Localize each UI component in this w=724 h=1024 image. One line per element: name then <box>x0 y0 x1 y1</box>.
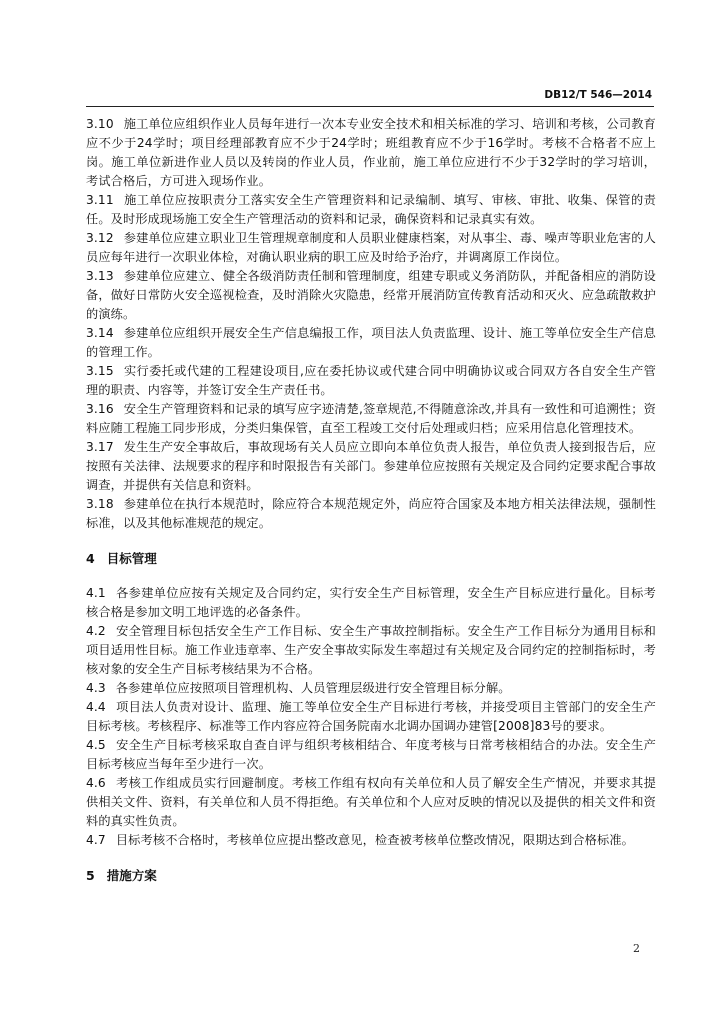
clause-paragraph <box>86 831 656 850</box>
clause-number: 4.1 <box>86 586 106 600</box>
clause-number: 3.14 <box>86 326 114 340</box>
clause-text: 发生生产安全事故后，事故现场有关人员应立即向本单位负责人报告，单位负责人接到报告后，应按照有关法律、法规要求的程序和时限报告有关部门。参建单位应按照有关规定及合同约定要求配合事故调查，并提供有关信息和资料。 <box>86 440 656 492</box>
clause-number: 3.16 <box>86 402 114 416</box>
clause-number: 3.11 <box>86 193 114 207</box>
clause-text: 安全生产管理资料和记录的填写应字迹清楚,签章规范,不得随意涂改,并具有一致性和可追溯性；资料应随工程施工同步形成，分类归集保管，直至工程竣工交付后处理或归档；应采用信息化管理技术。 <box>86 402 656 435</box>
clause-paragraph <box>86 191 656 229</box>
clause-paragraph <box>86 698 656 736</box>
clause-number: 4.3 <box>86 681 106 695</box>
document-body <box>86 115 656 901</box>
clause-number: 3.10 <box>86 117 114 131</box>
clause-text: 各参建单位应按照项目管理机构、人员管理层级进行安全管理目标分解。 <box>115 681 511 695</box>
section-number: 4 <box>86 551 95 566</box>
clause-number: 3.15 <box>86 364 114 378</box>
clause-number: 3.12 <box>86 231 114 245</box>
clause-text: 参建单位在执行本规范时，除应符合本规范规定外，尚应符合国家及本地方相关法律法规，强制性标准，以及其他标准规范的规定。 <box>86 497 656 530</box>
section-title: 目标管理 <box>106 551 157 566</box>
clause-number: 3.17 <box>86 440 114 454</box>
clause-text: 参建单位应组织开展安全生产信息编报工作，项目法人负责监理、设计、施工等单位安全生产信息的管理工作。 <box>86 326 656 359</box>
clause-text: 实行委托或代建的工程建设项目,应在委托协议或代建合同中明确协议或合同双方各自安全生产管理的职责、内容等，并签订安全生产责任书。 <box>86 364 656 397</box>
clause-paragraph <box>86 115 656 191</box>
clause-paragraph <box>86 679 656 698</box>
clause-text: 目标考核不合格时，考核单位应提出整改意见，检查被考核单位整改情况，限期达到合格标准。 <box>115 833 635 847</box>
clause-paragraph <box>86 362 656 400</box>
clause-text: 参建单位应建立、健全各级消防责任制和管理制度，组建专职或义务消防队，并配备相应的消防设备，做好日常防火安全巡视检查，及时消除火灾隐患，经常开展消防宣传教育活动和灭火、应急疏散救护的演练。 <box>86 269 656 321</box>
clause-paragraph <box>86 400 656 438</box>
clause-paragraph <box>86 774 656 831</box>
clause-paragraph <box>86 495 656 533</box>
page-header: DB12/T 546—2014 <box>544 89 652 101</box>
header-rule <box>86 106 654 107</box>
clause-number: 4.5 <box>86 738 106 752</box>
page-number: 2 <box>633 942 640 955</box>
section-heading-5 <box>86 866 656 885</box>
section-heading-4 <box>86 549 656 568</box>
clause-text: 考核工作组成员实行回避制度。考核工作组有权向有关单位和人员了解安全生产情况，并要求其提供相关文件、资料，有关单位和人员不得拒绝。有关单位和个人应对反映的情况以及提供的相关文件和资料的真实性负责。 <box>86 776 656 828</box>
clause-text: 安全生产目标考核采取自查自评与组织考核相结合、年度考核与日常考核相结合的办法。安全生产目标考核应当每年至少进行一次。 <box>86 738 656 771</box>
clause-paragraph <box>86 438 656 495</box>
clause-paragraph <box>86 736 656 774</box>
clause-text: 施工单位应组织作业人员每年进行一次本专业安全技术和相关标准的学习、培训和考核，公司教育应不少于24学时；项目经理部教育应不少于24学时；班组教育应不少于16学时。考核不合格者不应上岗。施工单位新进作业人员以及转岗的作业人员，作业前，施工单位应进行不少于32学时的学习培训，考试合格后，方可进入现场作业。 <box>86 117 656 188</box>
clause-number: 4.2 <box>86 624 106 638</box>
clause-text: 参建单位应建立职业卫生管理规章制度和人员职业健康档案，对从事尘、毒、噪声等职业危害的人员应每年进行一次职业体检，对确认职业病的职工应及时给予治疗，并调离原工作岗位。 <box>86 231 656 264</box>
clause-paragraph <box>86 267 656 324</box>
clause-paragraph <box>86 324 656 362</box>
clause-group-4 <box>86 584 656 850</box>
clause-text: 安全管理目标包括安全生产工作目标、安全生产事故控制指标。安全生产工作目标分为通用目标和项目适用性目标。施工作业违章率、生产安全事故实际发生率超过有关规定及合同约定的控制指标时，考核对象的安全生产目标考核结果为不合格。 <box>86 624 656 676</box>
clause-text: 项目法人负责对设计、监理、施工等单位安全生产目标进行考核，并接受项目主管部门的安全生产目标考核。考核程序、标准等工作内容应符合国务院南水北调办国调办建管[2008]83号的要求。 <box>86 700 656 733</box>
clause-paragraph <box>86 622 656 679</box>
clause-text: 各参建单位应按有关规定及合同约定，实行安全生产目标管理，安全生产目标应进行量化。目标考核合格是参加文明工地评选的必备条件。 <box>86 586 656 619</box>
section-title: 措施方案 <box>106 868 157 883</box>
clause-number: 4.7 <box>86 833 106 847</box>
section-number: 5 <box>86 868 95 883</box>
clause-number: 4.4 <box>86 700 106 714</box>
clause-group-3 <box>86 115 656 533</box>
clause-number: 3.13 <box>86 269 114 283</box>
clause-number: 4.6 <box>86 776 106 790</box>
clause-text: 施工单位应按职责分工落实安全生产管理资料和记录编制、填写、审核、审批、收集、保管的责任。及时形成现场施工安全生产管理活动的资料和记录，确保资料和记录真实有效。 <box>86 193 656 226</box>
clause-number: 3.18 <box>86 497 114 511</box>
clause-paragraph <box>86 229 656 267</box>
clause-paragraph <box>86 584 656 622</box>
